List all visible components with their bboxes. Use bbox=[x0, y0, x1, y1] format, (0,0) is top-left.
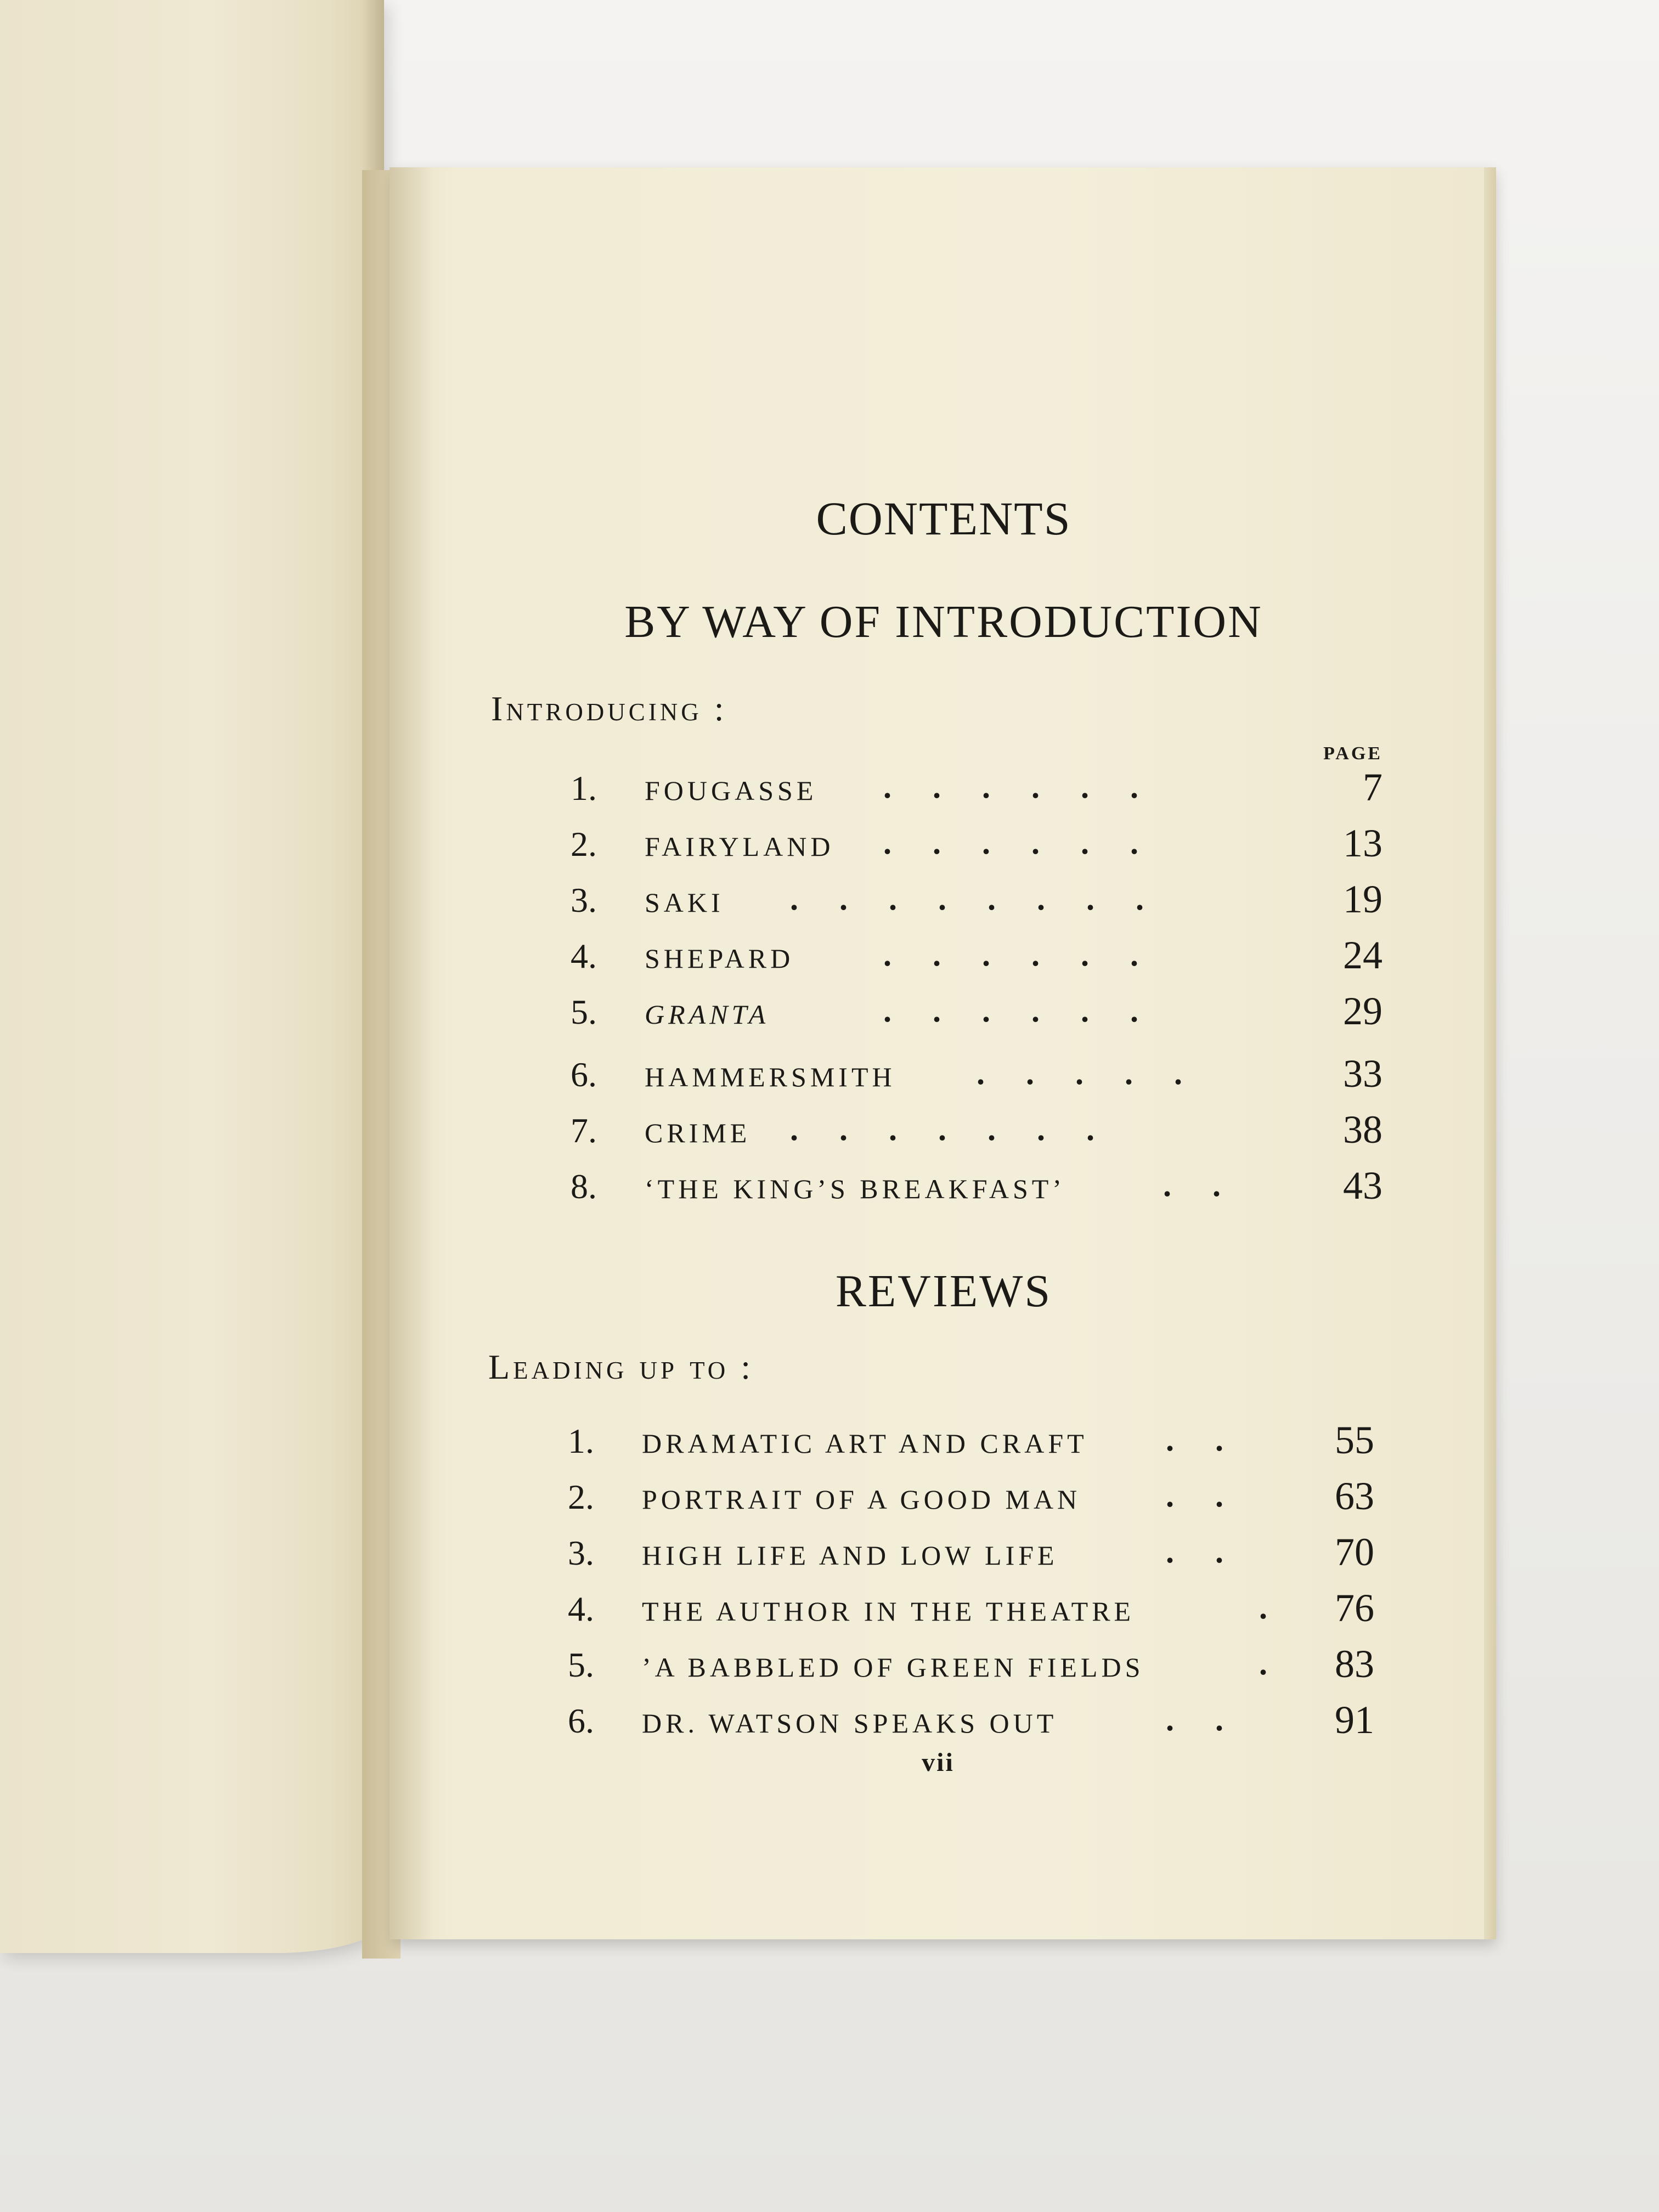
section-heading-reviews: REVIEWS bbox=[835, 1266, 1052, 1317]
entry-page-number: 38 bbox=[1343, 1108, 1383, 1152]
entry-title: ’A BABBLED OF GREEN FIELDS bbox=[642, 1652, 1144, 1683]
leader-dots: . bbox=[1259, 1645, 1267, 1681]
page-folio: vii bbox=[922, 1748, 955, 1777]
entry-title: DR. WATSON SPEAKS OUT bbox=[642, 1708, 1058, 1739]
leader-dots: . . . . . . bbox=[883, 825, 1138, 861]
entry-page-number: 24 bbox=[1343, 933, 1383, 977]
leader-dots: . . bbox=[1166, 1421, 1223, 1458]
entry-title: CRIME bbox=[645, 1118, 751, 1148]
leader-dots: . . bbox=[1166, 1701, 1223, 1737]
entry-page-number: 33 bbox=[1343, 1052, 1383, 1096]
entry-title: DRAMATIC ART AND CRAFT bbox=[642, 1428, 1088, 1459]
leader-dots: . . . . . . . bbox=[790, 1111, 1094, 1147]
entry-number: 8. bbox=[571, 1167, 597, 1206]
entry-title: FAIRYLAND bbox=[645, 831, 834, 862]
leader-dots: . . . . . . bbox=[883, 769, 1138, 805]
entry-number: 6. bbox=[571, 1055, 597, 1094]
toc-entry bbox=[568, 1586, 1380, 1638]
leader-dots: . . bbox=[1163, 1167, 1221, 1203]
entry-title: ‘THE KING’S BREAKFAST’ bbox=[645, 1173, 1065, 1204]
entry-title: SAKI bbox=[645, 887, 724, 918]
page-column-label: PAGE bbox=[1323, 743, 1383, 764]
leader-dots: . . . . . . bbox=[883, 936, 1138, 973]
toc-entry bbox=[571, 821, 1383, 873]
entry-title: PORTRAIT OF A GOOD MAN bbox=[642, 1484, 1081, 1515]
entry-page-number: 29 bbox=[1343, 989, 1383, 1033]
entry-number: 1. bbox=[571, 769, 597, 808]
entry-page-number: 83 bbox=[1335, 1642, 1374, 1686]
entry-page-number: 63 bbox=[1335, 1474, 1374, 1518]
leader-dots: . . bbox=[1166, 1477, 1223, 1514]
entry-number: 6. bbox=[568, 1701, 594, 1740]
toc-entry bbox=[571, 765, 1383, 817]
entry-number: 7. bbox=[571, 1111, 597, 1150]
section-intro-leading-up-to: Leading up to : bbox=[488, 1347, 754, 1386]
toc-entry bbox=[571, 989, 1383, 1041]
entry-title: HAMMERSMITH bbox=[645, 1062, 896, 1092]
leader-dots: . . . . . . bbox=[883, 992, 1138, 1029]
entry-number: 2. bbox=[571, 825, 597, 864]
entry-title: SHEPARD bbox=[645, 943, 794, 974]
leader-dots: . . bbox=[1166, 1533, 1223, 1570]
toc-entry bbox=[571, 877, 1383, 929]
entry-page-number: 7 bbox=[1363, 765, 1383, 809]
toc-entry bbox=[568, 1642, 1380, 1694]
page-title: CONTENTS bbox=[816, 492, 1071, 545]
entry-page-number: 76 bbox=[1335, 1586, 1374, 1630]
entry-number: 4. bbox=[571, 936, 597, 975]
entry-number: 4. bbox=[568, 1589, 594, 1628]
entry-title: FOUGASSE bbox=[645, 775, 817, 806]
entry-number: 5. bbox=[571, 992, 597, 1031]
section-intro-introducing: Introducing : bbox=[491, 689, 727, 728]
entry-number: 3. bbox=[568, 1533, 594, 1572]
toc-entry bbox=[568, 1530, 1380, 1582]
toc-entry bbox=[568, 1474, 1380, 1526]
entry-title: GRANTA bbox=[645, 999, 770, 1030]
entry-page-number: 70 bbox=[1335, 1530, 1374, 1574]
toc-entry bbox=[571, 933, 1383, 985]
entry-page-number: 13 bbox=[1343, 821, 1383, 865]
entry-page-number: 19 bbox=[1343, 877, 1383, 921]
toc-entry bbox=[571, 1110, 1383, 1160]
leader-dots: . . . . . bbox=[977, 1055, 1182, 1091]
toc-entry bbox=[568, 1418, 1380, 1470]
entry-title: THE AUTHOR IN THE THEATRE bbox=[642, 1596, 1135, 1627]
entry-number: 3. bbox=[571, 881, 597, 919]
entry-page-number: 43 bbox=[1343, 1164, 1383, 1207]
toc-entry bbox=[571, 1166, 1383, 1216]
entry-page-number: 91 bbox=[1335, 1698, 1374, 1742]
entry-title: HIGH LIFE AND LOW LIFE bbox=[642, 1540, 1058, 1571]
entry-page-number: 55 bbox=[1335, 1418, 1374, 1462]
leader-dots: . . . . . . . . bbox=[790, 881, 1144, 917]
leader-dots: . bbox=[1259, 1589, 1267, 1626]
entry-number: 5. bbox=[568, 1645, 594, 1684]
toc-entry bbox=[571, 1054, 1383, 1104]
section-heading-introduction: BY WAY OF INTRODUCTION bbox=[624, 596, 1263, 647]
entry-number: 2. bbox=[568, 1477, 594, 1516]
toc-entry bbox=[568, 1698, 1380, 1750]
entry-number: 1. bbox=[568, 1421, 594, 1460]
